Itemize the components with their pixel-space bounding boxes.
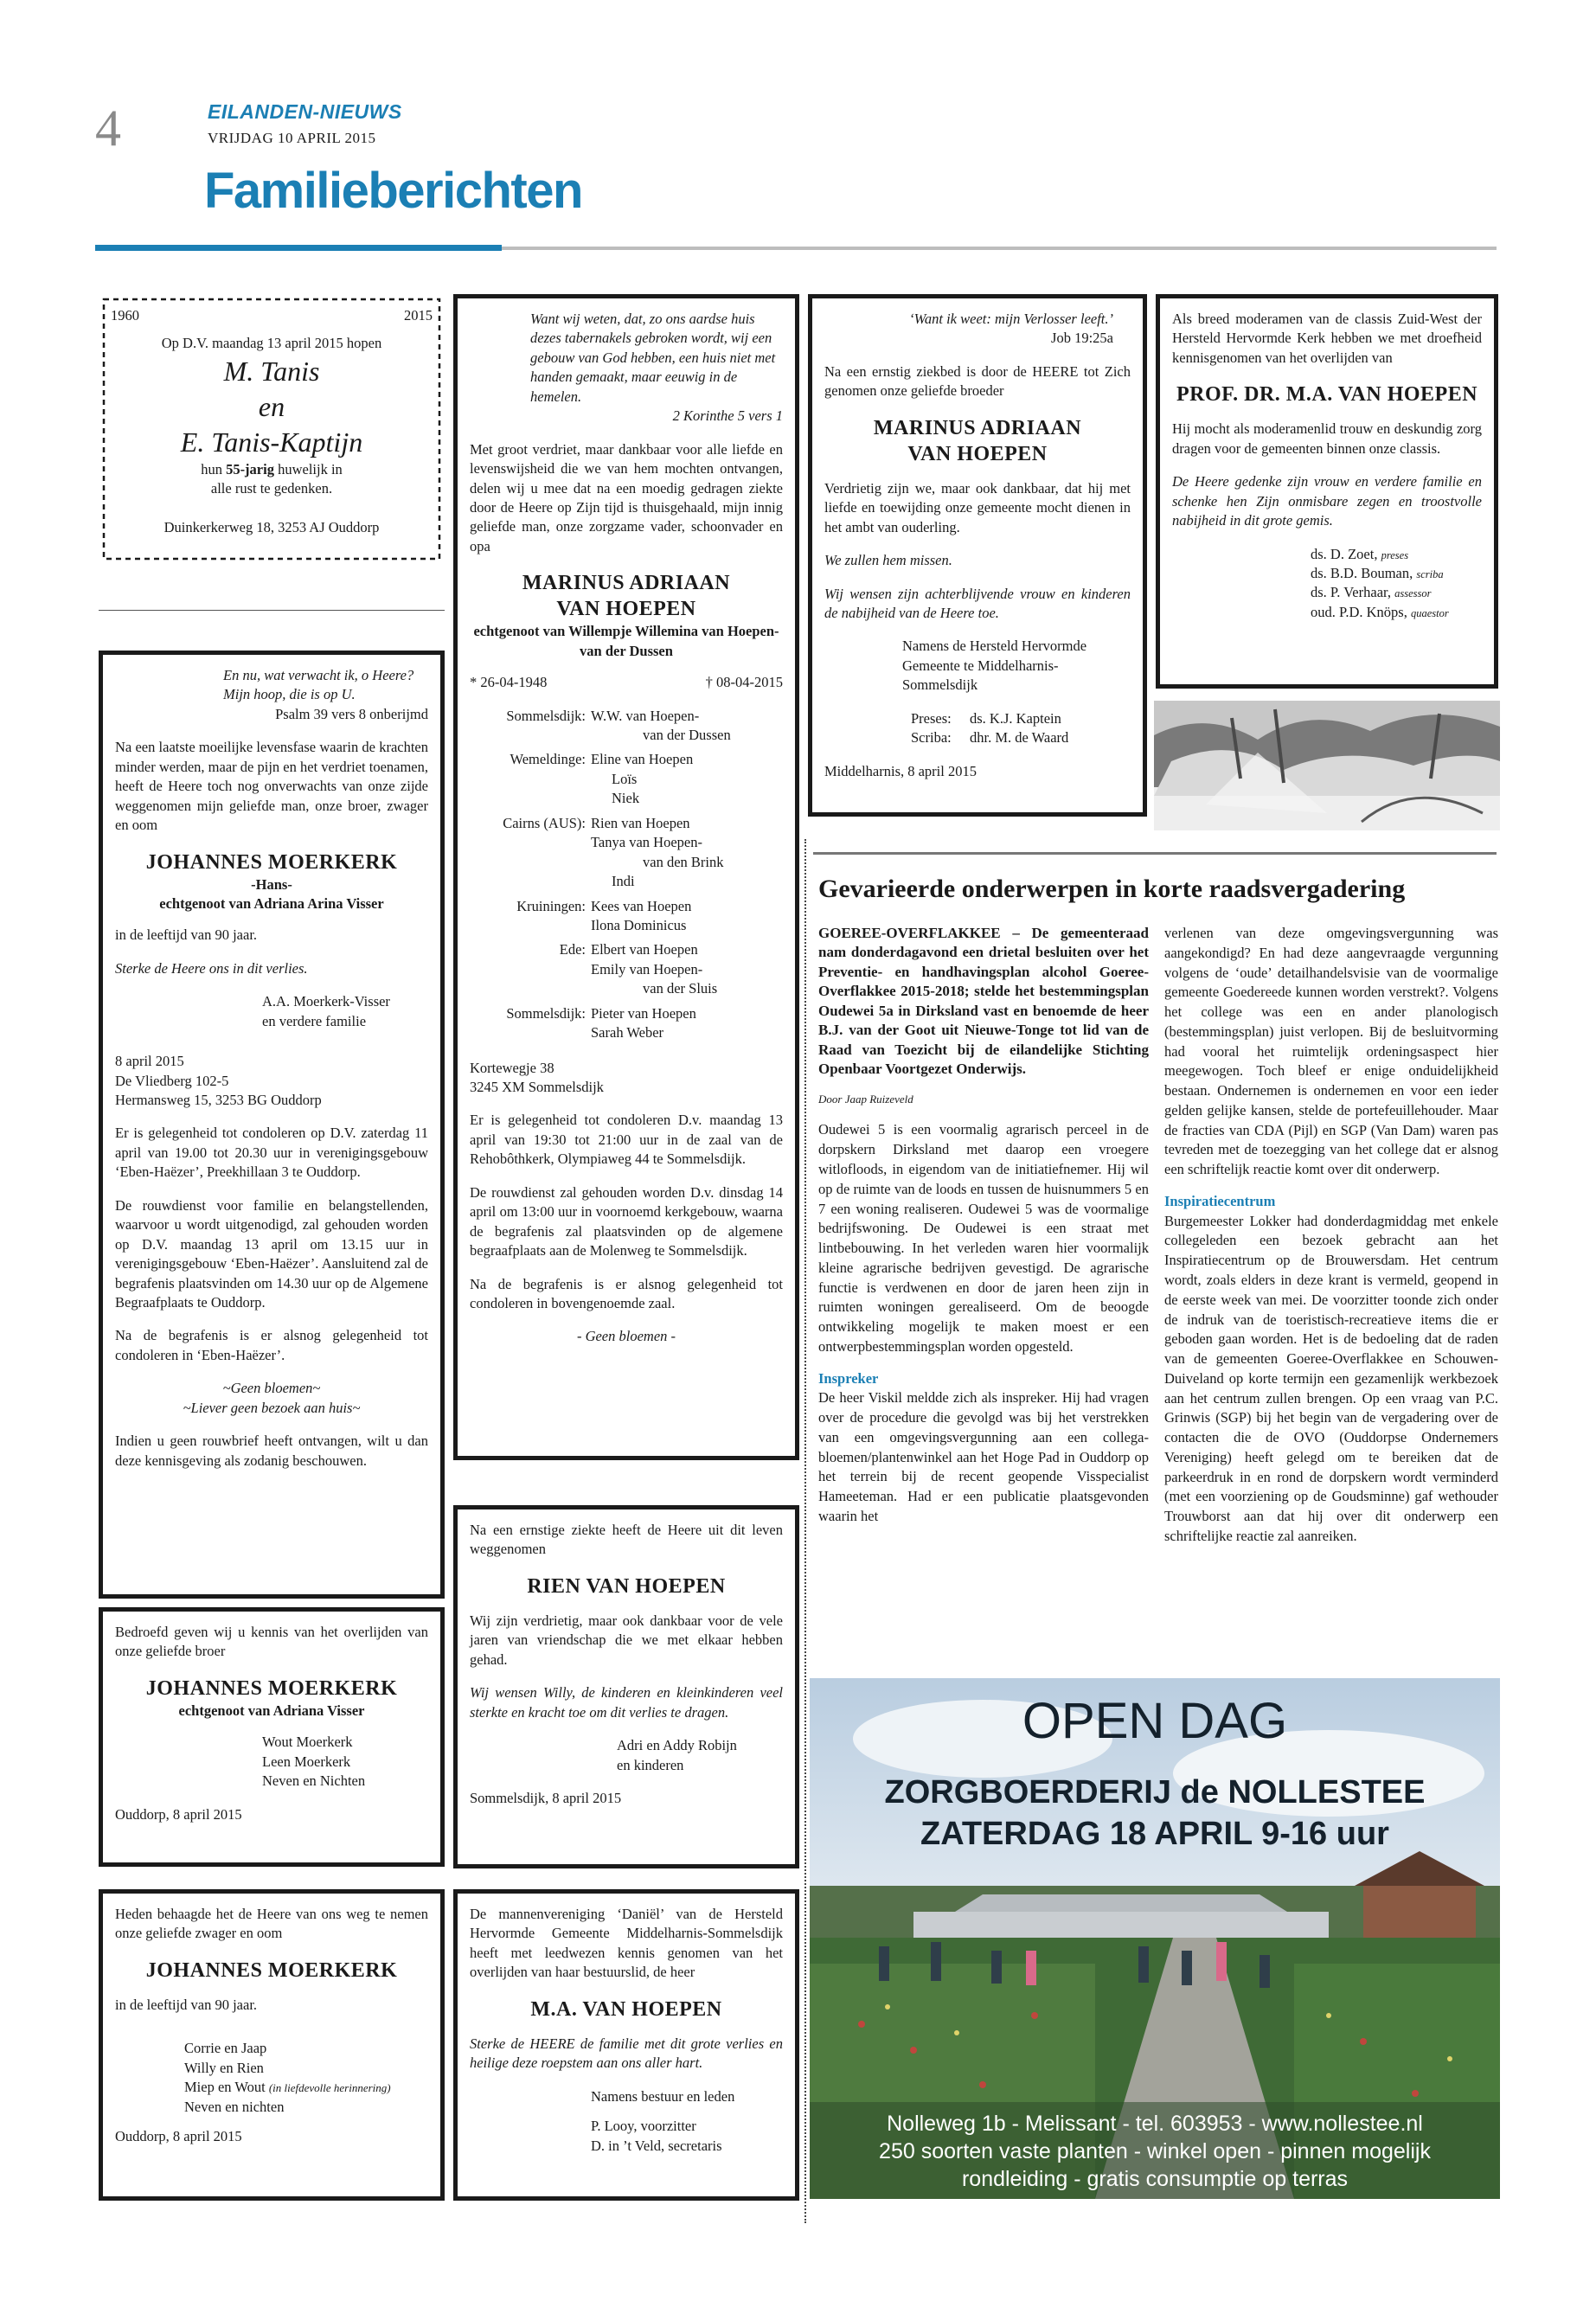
signatory-role: scriba	[1416, 567, 1444, 580]
deceased-name: JOHANNES MOERKERK	[145, 850, 398, 874]
signatory	[1311, 603, 1482, 622]
deceased-name: M.A. VAN HOEPEN	[530, 1997, 722, 2021]
family-member: Loïs	[612, 770, 638, 787]
place-date: Ouddorp, 8 april 2015	[115, 1805, 242, 1823]
obituary-moerkerk-inlaws	[99, 1889, 445, 2201]
no-visits: ~Liever geen bezoek aan huis~	[183, 1399, 361, 1416]
family-member: Sarah Weber	[591, 1024, 664, 1042]
signatory: Adri en Addy Robijn	[617, 1737, 737, 1754]
family-place: Cairns (AUS):	[503, 814, 586, 831]
column-separator	[804, 839, 806, 2223]
signatory-role: quaestor	[1410, 606, 1449, 619]
signatory-role: assessor	[1394, 587, 1432, 600]
notice-mannenvereniging	[453, 1889, 799, 2201]
deceased-name: MARINUS ADRIAAN	[522, 572, 731, 595]
deceased-surname: VAN HOEPEN	[556, 598, 696, 621]
family-member: Eline van Hoepen	[591, 751, 694, 768]
snow-landscape	[1154, 701, 1500, 830]
page-number: 4	[95, 99, 121, 157]
intro: Na een laatste moeilijke levensfase waarin de krachten minder werden, maar de pijn en het verdriet toenamen, heeft de Heere toch nog onverwachts van onze zijde weggenomen mijn geliefde man, onze broer, zwager en oom	[115, 739, 428, 834]
age: in de leeftijd van 90 jaar.	[115, 1996, 258, 2013]
role-name: ds. K.J. Kaptein	[970, 709, 1061, 727]
article-col-left	[818, 924, 1149, 1527]
signatory: Neven en nichten	[184, 2098, 285, 2115]
signatory: Wout Moerkerk	[262, 1734, 353, 1751]
article-lead: GOEREE-OVERFLAKKEE – De gemeenteraad nam donderdagavond een drietal besluiten over het Preventie- en handhavingsplan alcohol Goeree-Overflakkee 2015-2018; stelde het bestemmingsplan Oudewei 5a in Dirksland vast en benoemde de heer B.J. van der Goot uit Nieuwe-Tonge tot lid van de Raad van Toezicht bij de eilandelijke Stichting Openbaar Voortgezet Onderwijs.	[818, 925, 1149, 1078]
title-rule	[502, 247, 1497, 250]
signatory	[1311, 545, 1482, 564]
intro: Na een ernstige ziekte heeft de Heere uit dit leven weggenomen	[470, 1522, 783, 1558]
service-text: De rouwdienst voor familie en belangstellenden, waarvoor u wordt uitgenodigd, zal gehouden worden op D.V. maandag 13 april om 13.15 uur in verenigingsgebouw ‘Eben-Haëzer’. Aansluitend zal de begrafenis plaatsvinden om 14.30 uur op de Algemene Begraafplaats te Ouddorp.	[115, 1196, 428, 1311]
article-col-right	[1164, 924, 1498, 1547]
signatory-name: oud. P.D. Knöps,	[1311, 603, 1411, 620]
obituary-moerkerk-family	[99, 651, 445, 1599]
obituary-rien-vanhoepen	[453, 1505, 799, 1868]
year-end: 2015	[404, 307, 433, 324]
wish: Wij wensen Willy, de kinderen en kleinkinderen veel sterkte en kracht toe om dit verlies te dragen.	[470, 1684, 783, 1721]
notice-text: Indien u geen rouwbrief heeft ontvangen, wilt u dan deze kennisgeving als zodanig beschouwen.	[115, 1433, 428, 1469]
role-label: Preses:	[911, 709, 952, 727]
place-date: Ouddorp, 8 april 2015	[115, 2128, 242, 2145]
family-list	[470, 707, 783, 1043]
article-headline: Gevarieerde onderwerpen in korte raadsvergadering	[818, 875, 1406, 903]
family-member: van der Dussen	[643, 727, 731, 743]
address-line: Kortewegje 38	[470, 1059, 554, 1076]
address-line: Hermansweg 15, 3253 BG Ouddorp	[115, 1092, 322, 1108]
intro: Na een ernstig ziekbed is door de HEERE tot Zich genomen onze geliefde broeder	[824, 362, 1131, 400]
name-husband: M. Tanis	[223, 355, 320, 387]
text: Wij zijn verdrietig, maar ook dankbaar voor de vele jaren van vriendschap die we met elkaar hebben gehad.	[470, 1612, 783, 1668]
place-date: Middelharnis, 8 april 2015	[824, 762, 977, 779]
notice-classis	[1156, 294, 1498, 689]
deceased-name: MARINUS ADRIAAN	[873, 416, 1082, 439]
deceased-spouse: echtgenoot van Adriana Arina Visser	[159, 894, 384, 912]
advertisement-nollestee	[810, 1678, 1500, 2199]
family-member: Elbert van Hoepen	[591, 941, 698, 958]
condolence-text: Er is gelegenheid tot condoleren D.v. maandag 13 april van 19:30 tot 21:00 uur in de zaal van de Rehobôthkerk, Olympiaweg 44 te Sommelsdijk.	[470, 1112, 783, 1168]
obituary-vanhoepen-family	[453, 294, 799, 1460]
quote: En nu, wat verwacht ik, o Heere? Mijn hoop, die is op U.	[223, 667, 414, 703]
family-member: Niek	[612, 790, 640, 807]
signatory	[1311, 583, 1482, 602]
anniversary-intro: Op D.V. maandag 13 april 2015 hopen	[161, 335, 382, 352]
deceased-name: JOHANNES MOERKERK	[145, 1958, 398, 1982]
condolence-text: Er is gelegenheid tot condoleren op D.V. zaterdag 11 april van 19.00 tot 20.30 uur in verenigingsgebouw ‘Eben-Haëzer’, Preekhillaan 3 te Ouddorp.	[115, 1125, 428, 1181]
signatory-role: preses	[1381, 548, 1409, 561]
died-date: † 08-04-2015	[705, 674, 783, 691]
wish: Wij wensen zijn achterblijvende vrouw en kinderen de nabijheid van de Heere toe.	[824, 585, 1131, 621]
family-place: Ede:	[559, 941, 586, 958]
family-place: Sommelsdijk:	[506, 707, 586, 724]
text: Verdrietig zijn we, maar ook dankbaar, dat hij met liefde en toewijding onze gemeente mocht dienen in het ambt van ouderling.	[824, 479, 1131, 535]
issue-date: VRIJDAG 10 APRIL 2015	[208, 130, 376, 146]
signatory: D. in ’t Veld, secretaris	[591, 2137, 722, 2154]
signatories	[1172, 545, 1482, 623]
family-member: van den Brink	[643, 853, 724, 870]
deceased-nickname: -Hans-	[251, 875, 292, 893]
age: in de leeftijd van 90 jaar.	[115, 926, 258, 944]
ad-farm-name: ZORGBOERDERIJ de NOLLESTEE	[884, 1774, 1426, 1811]
article-byline: Door Jaap Ruizeveld	[818, 1092, 913, 1106]
signature: Namens de Hersteld Hervormde	[902, 638, 1087, 655]
article-paragraph: verlenen van deze omgevingsvergunning was aangekondigd? En had deze aangevraagde vergunning volgens de ‘oude’ detailhandelsvisie van de voormalige gemeente Goedereede kunnen worden verstrekt?. Volgens het college was een en ander planologisch (bestemmingsplan) juist verlopen. Bij de besluitvorming had vooral het ruimtelijk ordeningsaspect hier meegewogen. Toch bleef er enige onduidelijkheid bestaan. Ondernemen is ondernemen en voor een ieder gelden gelijke kansen, stelde de portefeuillehouder. Maar de fracties van CDA (Pijl) en SGP (Van Dam) waren pas tevreden met de toezegging van het college dat er alsnog een schriftelijk reactie komt over dit onderwerp.	[1164, 925, 1498, 1178]
masthead-logo: EILANDEN-NIEUWS	[208, 100, 402, 123]
signatory: Namens bestuur en leden	[591, 2087, 735, 2105]
family-group	[470, 814, 783, 892]
signatory: Corrie en Jaap	[184, 2040, 267, 2057]
signatory: Miep en Wout	[184, 2079, 269, 2096]
divider	[99, 610, 445, 611]
no-flowers: - Geen bloemen -	[576, 1328, 676, 1345]
signature: A.A. Moerkerk-Visser	[262, 993, 390, 1010]
article-paragraph: Oudewei 5 is een voormalig agrarisch perceel in de dorpskern Dirksland met daarop een vroegere witlofloods, in eigendom van de initiatiefnemer. Hij wil op de ruimte van de loods en tussen de huisnummers 5 en 7 een woning realiseren. Oudewei 5 was de voormalige bedrijfswoning. De Oudewei is een straat met lintbebouwing. In het verleden waren hier voormalijk kleine agrarische bedrijven gevestigd. De agrarische functie is verdwenen en door de jaren heen zijn in ruimten woningen gerealiseerd. Om de beoogde ontwikkeling mogelijk te maken moest er een ontwerpbestemmingsplan worden opgesteld.	[818, 1121, 1149, 1355]
ad-info: 250 soorten vaste planten - winkel open - pinnen mogelijk	[879, 2139, 1431, 2163]
signatory-name: ds. B.D. Bouman,	[1311, 564, 1417, 581]
article-paragraph: Burgemeester Lokker had donderdagmiddag met enkele collegeleden een bezoek gebracht aan het Inspiratiecentrum op de Brouwersdam. Het centrum wordt, zoals elders in deze krant is vermeld, geopend in de eerste week van mei. De voorzitter toonde zich onder de indruk van de toeristisch-recreatieve items die er geboden gaan worden. Het is de bedoeling dat de raden van de gemeenten Goeree-Overflakkee en Schouwen-Duiveland op korte termijn een gezamenlijk werkbezoek aan het centrum zullen brengen. Op een vraag van P.C. Grinwis (SGP) bij het begin van de vergadering over de contacten die de OVO (Ouddorpse Ondernemers Vereniging) heeft gelegd om te bereiken dat de parkeerdruk in en rond de dorpskern wordt verminderd (met een voorziening op de Goudsminne) gaf wethouder Trouwborst aan dat hij over dit onderwerp een schriftelijke reactie zal aanreiken.	[1164, 1212, 1498, 1544]
intro: Met groot verdriet, maar dankbaar voor alle liefde en levenswijsheid die we van hem mochten ontvangen, delen wij u mee dat na een moedig gedragen ziekte door de Heere op Zijn tijd is thuisgehaald, mijn innig geliefde man, onze zorgzame vader, schoonvader en opa	[470, 440, 783, 554]
ad-info: rondleiding - gratis consumptie op terras	[961, 2167, 1349, 2191]
signatory-note: (in liefdevolle herinnering)	[268, 2081, 391, 2095]
intro: Als breed moderamen van de classis Zuid-West der Hersteld Hervormde Kerk hebben we met droefheid kennisgenomen van het overlijden van	[1172, 311, 1482, 366]
address-line: 3245 XM Sommelsdijk	[470, 1079, 604, 1095]
quote: Want wij weten, dat, zo ons aardse huis dezes tabernakels gebroken wordt, wij een gebouw van God hebben, een huis niet met handen gemaakt, maar eeuwig in de hemelen.	[530, 311, 776, 405]
year-start: 1960	[111, 307, 139, 324]
signature-family: en verdere familie	[262, 1012, 367, 1029]
quote-ref: 2 Korinthe 5 vers 1	[672, 407, 783, 425]
family-member: Kees van Hoepen	[591, 897, 692, 914]
family-group	[470, 707, 783, 746]
signatory	[1311, 564, 1482, 583]
signatory: P. Looy, voorzitter	[591, 2118, 696, 2135]
address-line: De Vliedberg 102-5	[115, 1072, 229, 1089]
family-member: van der Sluis	[643, 980, 718, 997]
anniversary-line: alle rust te gedenken.	[210, 480, 333, 497]
deceased-surname: VAN HOEPEN	[907, 442, 1048, 465]
obituary-vanhoepen-congregation	[808, 294, 1147, 817]
family-place: Kruiningen:	[516, 897, 586, 914]
after-burial-text: Na de begrafenis is er alsnog gelegenheid tot condoleren in bovengenoemde zaal.	[470, 1275, 783, 1311]
place-date: Sommelsdijk, 8 april 2015	[470, 1789, 622, 1806]
signatory: en kinderen	[617, 1756, 684, 1773]
family-member: Indi	[612, 873, 635, 890]
signatory: Willy en Rien	[184, 2059, 264, 2076]
quote: ‘Want ik weet: mijn Verlosser leeft.’	[909, 311, 1113, 327]
wish: Sterke de HEERE de familie met dit grote verlies en heilige deze roepstem aan ons aller hart.	[470, 2035, 783, 2072]
ad-date: ZATERDAG 18 APRIL 9-16 uur	[920, 1816, 1389, 1852]
anniversary-text: hun	[201, 460, 227, 478]
deceased-spouse: echtgenoot van Adriana Visser	[178, 1702, 365, 1719]
section-title: Familieberichten	[204, 163, 582, 219]
deceased-spouse: echtgenoot van Willempje Willemina van Hoepen-van der Dussen	[473, 623, 779, 659]
quote-ref: Psalm 39 vers 8 onberijmd	[275, 705, 428, 722]
article-subhead: Inspiratiecentrum	[1164, 1192, 1276, 1209]
family-group	[470, 940, 783, 998]
family-group	[470, 750, 783, 808]
snow-photo	[1154, 701, 1500, 830]
article-paragraph: De heer Viskil meldde zich als inspreker. Hij had vragen over de procedure die gevolgd was bij het verstrekken van een omgevingsvergunning aan een collega-bloemen/plantenwinkel aan het Hoge Pad in Ouddorp op het terrein bij de recent geopende Visspecialist Hameeteman. Had er een publicatie plaatsgevonden waarin het	[818, 1389, 1149, 1524]
obituary-moerkerk-siblings	[99, 1607, 445, 1867]
signature: Gemeente te Middelharnis-	[902, 657, 1059, 674]
intro: Heden behaagde het de Heere van ons weg te nemen onze geliefde zwager en oom	[115, 1906, 428, 1942]
family-place: Wemeldinge:	[510, 751, 586, 768]
family-member: Emily van Hoepen-	[591, 960, 703, 977]
anniversary-notice	[102, 306, 441, 537]
family-member: Rien van Hoepen	[591, 814, 690, 831]
title-rule-accent	[95, 245, 502, 251]
signatory-name: ds. D. Zoet,	[1311, 545, 1381, 562]
article	[818, 874, 1498, 905]
family-place: Sommelsdijk:	[506, 1004, 586, 1022]
born-date: * 26-04-1948	[470, 674, 548, 691]
ad-address: Nolleweg 1b - Melissant - tel. 603953 - www.nollestee.nl	[887, 2112, 1423, 2136]
role-name: dhr. M. de Waard	[970, 729, 1069, 747]
family-member: Tanya van Hoepen-	[591, 834, 702, 851]
wish: Sterke de Heere ons in dit verlies.	[115, 959, 308, 977]
miss-text: We zullen hem missen.	[824, 552, 952, 569]
text: Hij mocht als moderamenlid trouw en deskundig zorg dragen voor de gemeenten binnen onze classis.	[1172, 420, 1482, 457]
anniversary-text-end: huwelijk in	[273, 460, 343, 478]
deceased-name: PROF. DR. M.A. VAN HOEPEN	[1176, 383, 1478, 407]
quote-ref: Job 19:25a	[1051, 330, 1113, 347]
article-rule	[813, 852, 1497, 855]
article-subhead: Inspreker	[818, 1369, 879, 1387]
signatory-name: ds. P. Verhaar,	[1311, 584, 1395, 601]
wish: De Heere gedenke zijn vrouw en verdere familie en schenke hen Zijn onmisbare zegen en troostvolle nabijheid in dit grote gemis.	[1172, 473, 1482, 529]
service-text: De rouwdienst zal gehouden worden D.v. dinsdag 14 april om 13:00 uur in voornoemd kerkgebouw, waarna de begrafenis zal plaatsvinden op de algemene begraafplaats aan de Molenweg te Sommelsdijk.	[470, 1183, 783, 1259]
intro: De mannenvereniging ‘Daniël’ van de Hersteld Hervormde Gemeente Middelharnis-Sommelsdijk heeft met leedwezen kennis genomen van het overlijden van haar bestuurslid, de heer	[470, 1906, 783, 1981]
role-label: Scriba:	[911, 729, 952, 747]
name-wife: E. Tanis-Kaptijn	[180, 426, 363, 458]
deceased-name: RIEN VAN HOEPEN	[527, 1574, 726, 1598]
family-group	[470, 1004, 783, 1043]
signatory: Leen Moerkerk	[262, 1753, 351, 1770]
family-group	[470, 897, 783, 936]
intro: Bedroefd geven wij u kennis van het overlijden van onze geliefde broer	[115, 1624, 428, 1660]
anniversary-years: 55-jarig	[226, 460, 274, 478]
family-member: Pieter van Hoepen	[591, 1004, 696, 1022]
no-flowers: ~Geen bloemen~	[222, 1380, 321, 1397]
signature: Sommelsdijk	[902, 676, 978, 694]
family-member: W.W. van Hoepen-	[591, 707, 700, 724]
after-burial-text: Na de begrafenis is er alsnog gelegenheid tot condoleren in ‘Eben-Haëzer’.	[115, 1327, 428, 1363]
signatory: Neven en Nichten	[262, 1772, 366, 1790]
address-date: 8 april 2015	[115, 1053, 184, 1070]
anniversary-address: Duinkerkerweg 18, 3253 AJ Ouddorp	[163, 518, 380, 535]
ad-headline: OPEN DAG	[1022, 1693, 1288, 1749]
deceased-name: JOHANNES MOERKERK	[145, 1676, 398, 1700]
name-and: en	[258, 390, 285, 422]
family-member: Ilona Dominicus	[591, 916, 687, 933]
